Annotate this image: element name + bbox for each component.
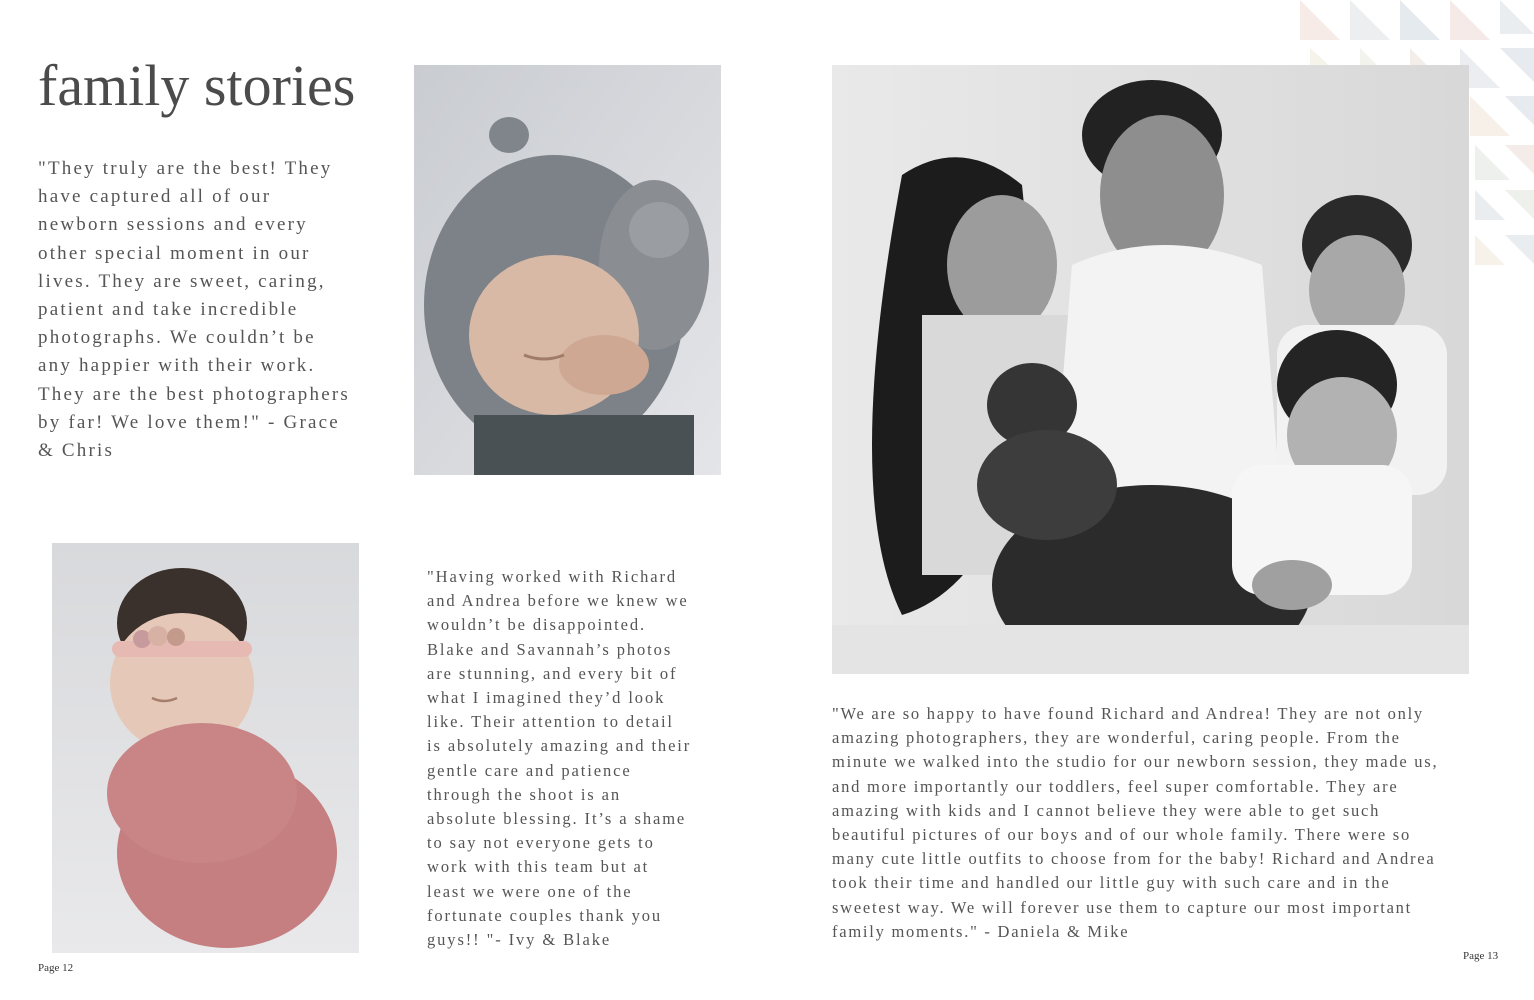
page-title: family stories	[38, 53, 356, 118]
testimonial-daniela-mike: "We are so happy to have found Richard and Andrea! They are not only amazing photographers, they are wonderful, caring people. From the minute we walked into the studio for our newborn session, they made us, and more importantly our toddlers, feel super comfortable. They are amazing with kids and I cannot believe they were able to get such beautiful pictures of our boys and of our whole family. There were so many cute little outfits to choose from for the baby! Richard and Andrea took their time and handled our little guy with such care and in the sweetest way. We will forever use them to capture our most important family moments." - Daniela & Mike	[832, 704, 1439, 941]
newborn-bonnet-photo	[414, 65, 721, 475]
family-black-white-photo	[832, 65, 1469, 674]
page-number-right: Page 13	[1463, 950, 1499, 962]
page-number-left: Page 12	[38, 962, 74, 974]
newborn-pink-wrap-photo	[52, 543, 359, 953]
testimonial-ivy-blake: "Having worked with Richard and Andrea before we knew we wouldn’t be disappointed. Blake and Savannah’s photos are stunning, and every bit of what I imagined they’d look like. Their attention to detail is absolutely amazing and their gentle care and patience through the shoot is an absolute blessing. It’s a shame to say not everyone gets to work with this team but at least we were one of the fortunate couples thank you guys!! "- Ivy & Blake	[427, 567, 692, 950]
testimonial-grace-chris: "They truly are the best! They have captured all of our newborn sessions and every other special moment in our lives. They are sweet, caring, patient and take incredible photographs. We couldn’t be any happier with their work. They are the best photographers by far! We love them!" - Grace & Chris	[38, 158, 350, 462]
